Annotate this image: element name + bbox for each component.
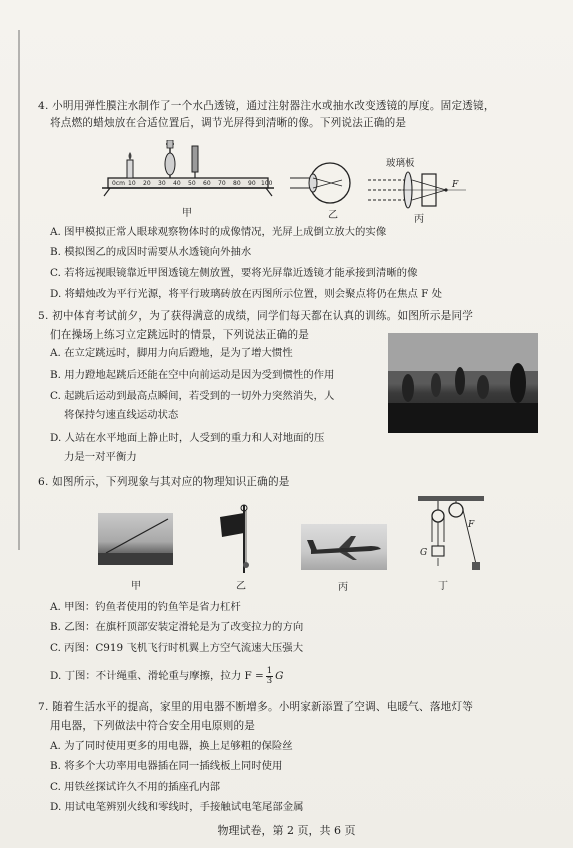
- ruler-tick: 50: [188, 180, 196, 187]
- fraction: [266, 667, 273, 686]
- ruler-tick: 70: [218, 180, 226, 187]
- q6-photo-fishing: [98, 513, 173, 565]
- q4-caption-bing: 丙: [414, 214, 424, 225]
- q5-option-C-line2[interactable]: 将保持匀速直线运动状态: [64, 409, 179, 421]
- q5-option-D-line2[interactable]: 力是一对平衡力: [64, 451, 137, 463]
- ruler-tick: 90: [248, 180, 256, 187]
- q4-option-C[interactable]: C. 若将远视眼镜靠近甲图透镜左侧放置，要将光屏靠近透镜才能承接到清晰的像: [50, 267, 418, 279]
- q5-stem-line1: 5. 初中体育考试前夕，为了获得满意的成绩，同学们每天都在认真的训练。如图所示是同学: [38, 310, 474, 322]
- q6-photo-c919: [301, 524, 387, 570]
- fraction-denominator: 3: [266, 676, 273, 686]
- q6-option-A[interactable]: A. 甲图：钓鱼者使用的钓鱼竿是省力杠杆: [50, 601, 241, 613]
- q5-option-A[interactable]: A. 在立定跳远时，脚用力向后蹬地，是为了增大惯性: [50, 347, 293, 359]
- ruler-tick: 60: [203, 180, 211, 187]
- q7-option-B[interactable]: B. 将多个大功率用电器插在同一插线板上同时使用: [50, 760, 283, 772]
- q6-option-B[interactable]: B. 乙图：在旗杆顶部安装定滑轮是为了改变拉力的方向: [50, 621, 304, 633]
- q4-caption-jia: 甲: [182, 208, 192, 219]
- binding-line: [18, 30, 20, 550]
- ruler-tick: 30: [158, 180, 166, 187]
- q5-option-C-line1[interactable]: C. 起跳后运动到最高点瞬间，若受到的一切外力突然消失，人: [50, 390, 335, 402]
- q4-label-glass-plate: 玻璃板: [386, 158, 415, 169]
- q4-option-D[interactable]: D. 将蜡烛改为平行光源，将平行玻璃砖放在丙图所示位置，则会聚点将仍在焦点 F 处: [50, 288, 443, 300]
- q6-caption-bing: 丙: [338, 582, 348, 593]
- q6-caption-yi: 乙: [236, 581, 246, 592]
- q6-figure-yi-flagpole: [210, 503, 270, 575]
- ruler-tick: 40: [173, 180, 181, 187]
- q4-figure-yi-eye: [290, 160, 360, 210]
- q5-stem-line2: 们在操场上练习立定跳远时的情景，下列说法正确的是: [50, 329, 310, 341]
- q6-caption-jia: 甲: [131, 581, 141, 592]
- q7-stem-line2: 用电器，下列做法中符合安全用电原则的是: [50, 720, 256, 732]
- q5-photo-long-jump: [388, 333, 538, 433]
- ruler-tick: 100: [261, 180, 273, 187]
- q4-caption-yi: 乙: [328, 210, 338, 221]
- q6-stem: 6. 如图所示，下列现象与其对应的物理知识正确的是: [38, 476, 290, 488]
- page-footer: 物理试卷，第 2 页，共 6 页: [217, 824, 356, 837]
- q4-ruler-labels: [112, 180, 272, 190]
- ruler-tick: 10: [128, 180, 136, 187]
- q4-option-B[interactable]: B. 模拟图乙的成因时需要从水透镜向外抽水: [50, 246, 252, 258]
- q7-option-D[interactable]: D. 用试电笔辨别火线和零线时，手接触试电笔尾部金属: [50, 801, 304, 813]
- q5-option-B[interactable]: B. 用力蹬地起跳后还能在空中向前运动是因为受到惯性的作用: [50, 369, 335, 381]
- q7-option-A[interactable]: A. 为了同时使用更多的用电器，换上足够粗的保险丝: [50, 740, 293, 752]
- q6-caption-ding: 丁: [438, 581, 448, 592]
- q4-figure-bing-lens-glass: [368, 168, 468, 214]
- q7-stem-line1: 7. 随着生活水平的提高，家里的用电器不断增多。小明家新添置了空调、电暖气、落地灯等: [38, 701, 474, 713]
- q6-figure-ding-pulley: [416, 494, 486, 574]
- q6-option-D-text: D. 丁图：不计绳重、滑轮重与摩擦，拉力 F =: [50, 670, 264, 682]
- q5-option-D-line1[interactable]: D. 人站在水平地面上静止时，人受到的重力和人对地面的压: [50, 432, 325, 444]
- fraction-numerator: 1: [266, 666, 273, 676]
- ruler-tick: 20: [143, 180, 151, 187]
- q4-label-focus-F: F: [452, 180, 459, 190]
- q6-option-D[interactable]: [50, 667, 283, 686]
- q4-option-A[interactable]: A. 图甲模拟正常人眼球观察物体时的成像情况，光屏上成倒立放大的实像: [50, 226, 387, 238]
- q6-option-C[interactable]: C. 丙图：C919 飞机飞行时机翼上方空气流速大压强大: [50, 642, 304, 654]
- q4-stem-line2: 将点燃的蜡烛放在合适位置后，调节光屏得到清晰的像。下列说法正确的是: [50, 117, 407, 129]
- ruler-tick: 80: [233, 180, 241, 187]
- q6-option-D-suffix: G: [275, 670, 284, 682]
- ruler-tick: 0cm: [112, 180, 125, 187]
- q4-figure-jia-optical-bench: [100, 140, 280, 200]
- q7-option-C[interactable]: C. 用铁丝探试许久不用的插座孔内部: [50, 781, 221, 793]
- q6-label-G: G: [420, 548, 428, 558]
- q6-label-F: F: [468, 520, 475, 530]
- q4-stem-line1: 4. 小明用弹性膜注水制作了一个水凸透镜，通过注射器注水或抽水改变透镜的厚度。固定透镜，: [38, 100, 495, 112]
